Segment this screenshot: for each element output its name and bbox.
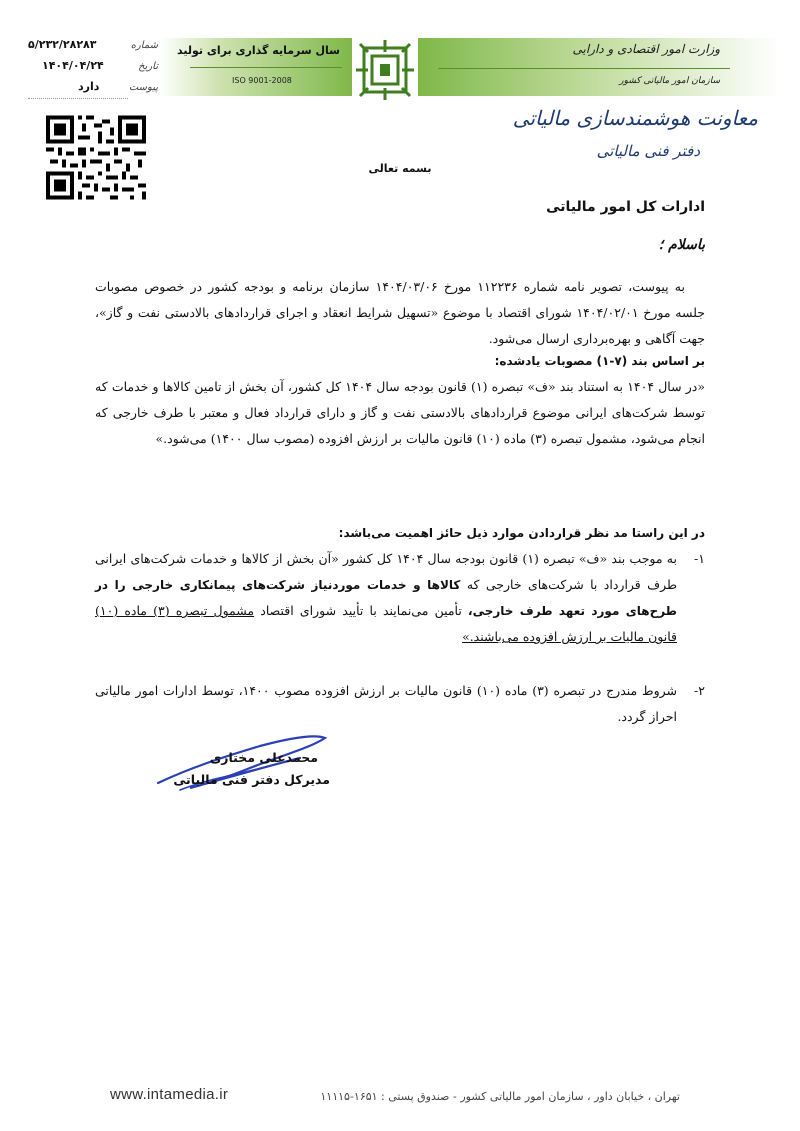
letter-date: ۱۴۰۴/۰۴/۲۴ [42,59,104,72]
qr-code-icon [46,115,146,200]
divider [438,68,730,69]
quote-paragraph: «در سال ۱۴۰۴ به استناد بند «ف» تبصره (۱) قانون بودجه سال ۱۴۰۴ کل کشور، آن بخش از تامین کالاها و خدمات که توسط شرکت‌های ایرانی موضوع قراردادهای بالادستی نفت و گاز و دارای قرارداد فعال و معتبر با طرف خارجی که انجام می‌شود، مشمول تبصره (۳) ماده (۱۰) قانون مالیات بر ارزش افزوده (مصوب سال ۱۴۰۰) می‌شود.» [95,379,706,446]
department-name: معاونت هوشمندسازی مالیاتی [512,106,758,130]
footer-website-link[interactable]: www.intamedia.ir [110,1086,229,1103]
ministry-name: وزارت امور اقتصادی و دارایی [572,42,720,56]
list-item-text [95,546,677,650]
letter-date-row [28,59,158,80]
letter-number: ۵/۲۳۲/۲۸۲۸۳ [28,38,97,51]
signature-block [150,728,330,803]
list-item-text: شروط مندرج در تبصره (۳) ماده (۱۰) قانون مالیات بر ارزش افزوده مصوب ۱۴۰۰، توسط ادارات امور مالیاتی احراز گردد. [95,683,677,724]
signatory-name: محمدعلی مختاری [209,750,318,765]
iso-label: ISO 9001-2008 [232,76,292,85]
tax-organization-logo-icon [354,38,416,102]
letter-attachment-label: پیوست [128,82,158,93]
basis-heading: بر اساس بند (۷-۱) مصوبات یادشده: [494,354,705,368]
salutation: باسلام ؛ [658,237,705,253]
letter-attachment: دارد [78,80,100,93]
letter-date-label: تاریخ [138,61,158,72]
divider [190,67,342,68]
list-item-number: ۱- [694,551,705,566]
bismillah-heading: بسمه تعالی [368,162,432,175]
handwritten-signature-icon [150,728,330,803]
recipient: ادارات کل امور مالیاتی [546,199,705,215]
footer-address: تهران ، خیابان داور ، سازمان امور مالیاتی کشور - صندوق پستی : ۱۶۵۱-۱۱۱۱۵ [320,1090,680,1103]
list-item [95,678,705,730]
intro-paragraph: به پیوست، تصویر نامه شماره ۱۱۲۲۳۶ مورخ ۱۴۰۴/۰۳/۰۶ سازمان برنامه و بودجه کشور در خصوص مصوبات جلسه مورخ ۱۴۰۴/۰۲/۰۱ شورای اقتصاد با موضوع «تسهیل شرایط انعقاد و اجرای قراردادهای بالادستی نفت و گاز»، جهت آگاهی و بهره‌برداری ارسال می‌شود. [95,279,705,346]
list-item [95,546,705,650]
item1-text-c: تأمین می‌نمایند با تأیید شورای اقتصاد [260,603,462,618]
office-name: دفتر فنی مالیاتی [596,142,700,160]
letter-number-label: شماره [130,40,158,51]
letter-number-row [28,38,158,59]
slogan-text: سال سرمایه گذاری برای تولید [177,44,340,57]
organization-name: سازمان امور مالیاتی کشور [619,76,720,86]
header-banner-left [160,38,352,96]
list-item-number: ۲- [694,683,705,698]
item1-text-bold: کالاها و خدمات موردنیاز شرکت‌های پیمانکاری خارجی را در طرح‌های مورد تعهد طرف خارجی، [95,578,677,618]
signatory-title: مدیرکل دفتر فنی مالیاتی [173,772,330,787]
header-banner-right [418,38,780,96]
item1-text-underlined: مشمول تبصره (۳) ماده (۱۰) قانون مالیات بر ارزش افزوده می‌باشند.» [95,603,677,644]
letter-meta [28,38,158,101]
letter-attachment-row [28,80,158,101]
item1-text-a: به موجب بند «ف» تبصره (۱) قانون بودجه سال ۱۴۰۴ کل کشور «آن بخش از کالاها و خدمات شرکت‌های ایرانی طرف قرارداد با شرکت‌های خارجی که [95,551,677,592]
points-heading: در این راستا مد نظر قراردادن موارد ذیل حائز اهمیت می‌باشد: [338,526,705,540]
divider [28,98,128,99]
